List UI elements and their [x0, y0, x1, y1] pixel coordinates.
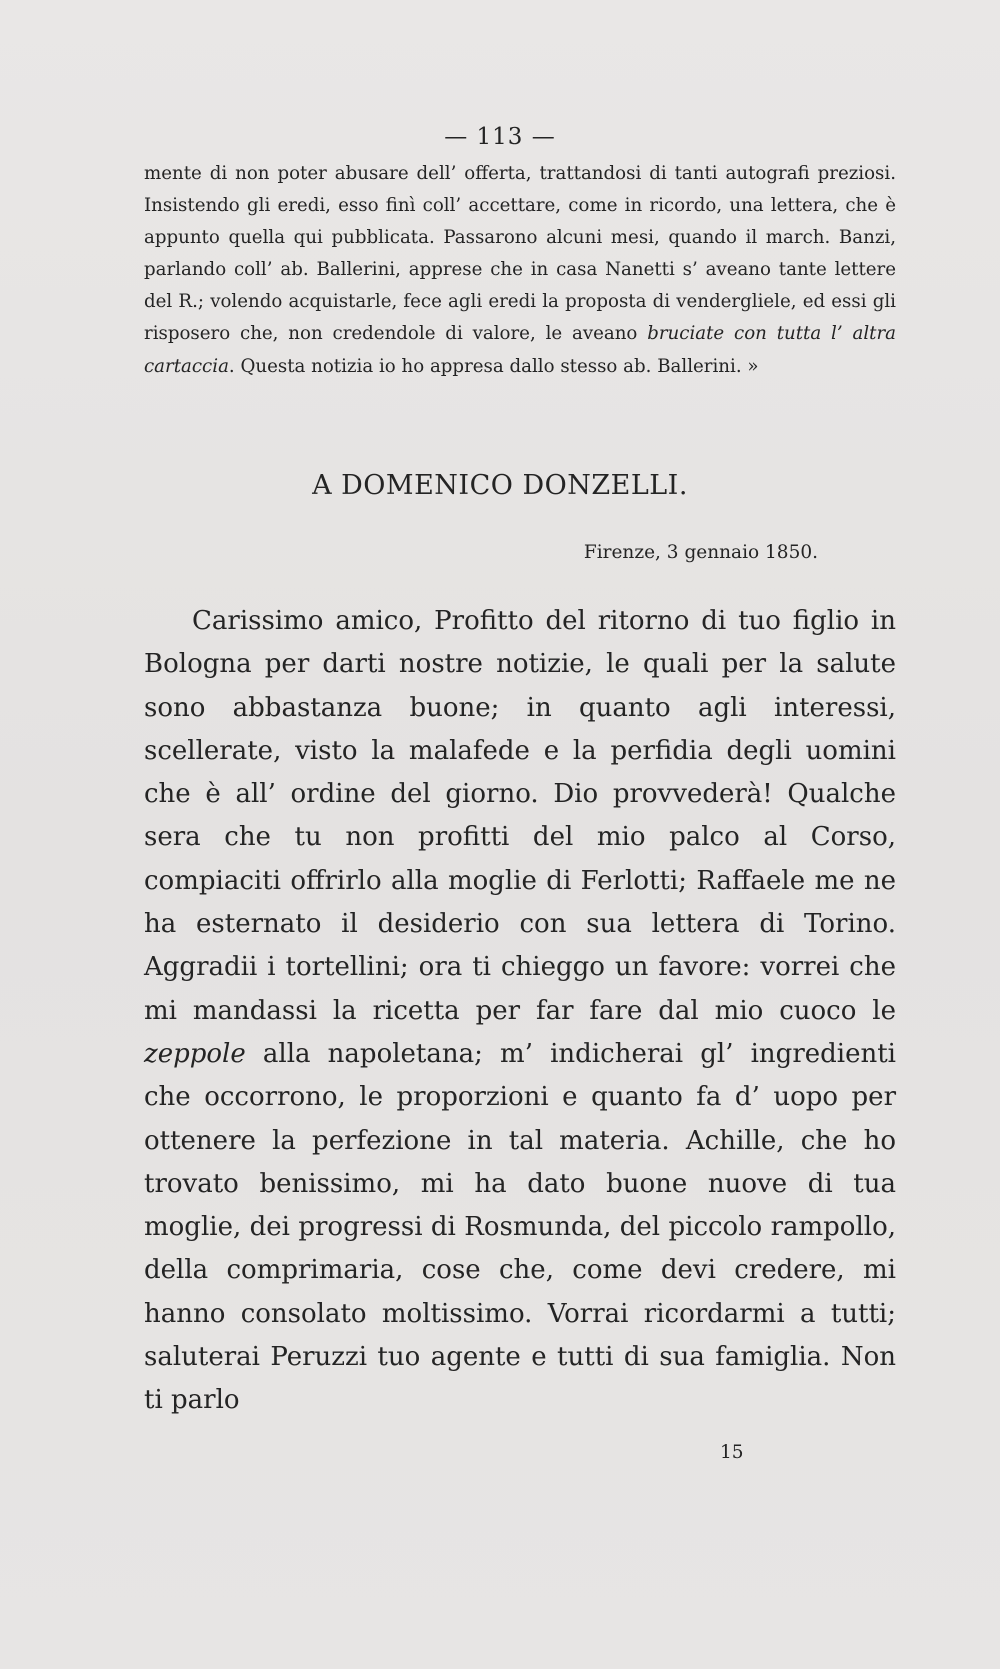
page-number: — 113 — [444, 124, 556, 150]
footnote-text-part: mente di non poter abusare dell’ offerta, trattandosi di tanti autografi preziosi. Insistendo gli eredi, esso finì coll’ accettare, come in ricordo, una lettera, che è appunto quella qui pubblicata. Passarono alcuni mesi, quando il march. Banzi, parlando coll’ ab. Ballerini, apprese che in casa Nanetti s’ aveano tante lettere del R.; volendo acquistarle, fece agli eredi la proposta di vendergliele, ed essi gli risposero che, non credendole di valore, le aveano [144, 163, 896, 345]
letter-text-part: Carissimo amico, Profitto del ritorno di tuo figlio in Bologna per darti nostre notizie, le quali per la salute sono abbastanza buone; in quanto agli interessi, scellerate, visto la malafede e la perfidia degli uomini che è all’ ordine del giorno. Dio provvederà! Qualche sera che tu non profitti del mio palco al Corso, compiaciti offrirlo alla moglie di Ferlotti; Raffaele me ne ha esternato il desiderio con sua lettera di Torino. Aggradii i tortellini; ora ti chieggo un favore: vorrei che mi mandassi la ricetta per far fare dal mio cuoco le [144, 606, 896, 1026]
letter-heading: A DOMENICO DONZELLI. [312, 470, 688, 501]
signature-number: 15 [720, 1442, 744, 1463]
letter-text-part: alla napoletana; m’ indicherai gl’ ingredienti che occorrono, le proporzioni e quanto fa d’ uopo per ottenere la perfezione in tal materia. Achille, che ho trovato benissimo, mi ha dato buone nuove di tua moglie, dei progressi di Rosmunda, del piccolo rampollo, della comprimaria, cose che, come devi credere, mi hanno consolato moltissimo. Vorrai ricordarmi a tutti; saluterai Peruzzi tuo agente e tutti di sua famiglia. Non ti parlo [144, 1038, 896, 1416]
letter-body [144, 600, 896, 1423]
footnote-italic-quote: bruciate con tutta l’ altra cartaccia [144, 323, 896, 377]
footnote-text [144, 158, 896, 383]
letter-italic-word: zeppole [144, 1038, 246, 1069]
footnote-paragraph [144, 158, 896, 383]
letter-dateline: Firenze, 3 gennaio 1850. [583, 542, 818, 563]
letter-paragraph [144, 600, 896, 1423]
footnote-text-part: . Questa notizia io ho appresa dallo stesso ab. Ballerini. » [228, 355, 759, 377]
